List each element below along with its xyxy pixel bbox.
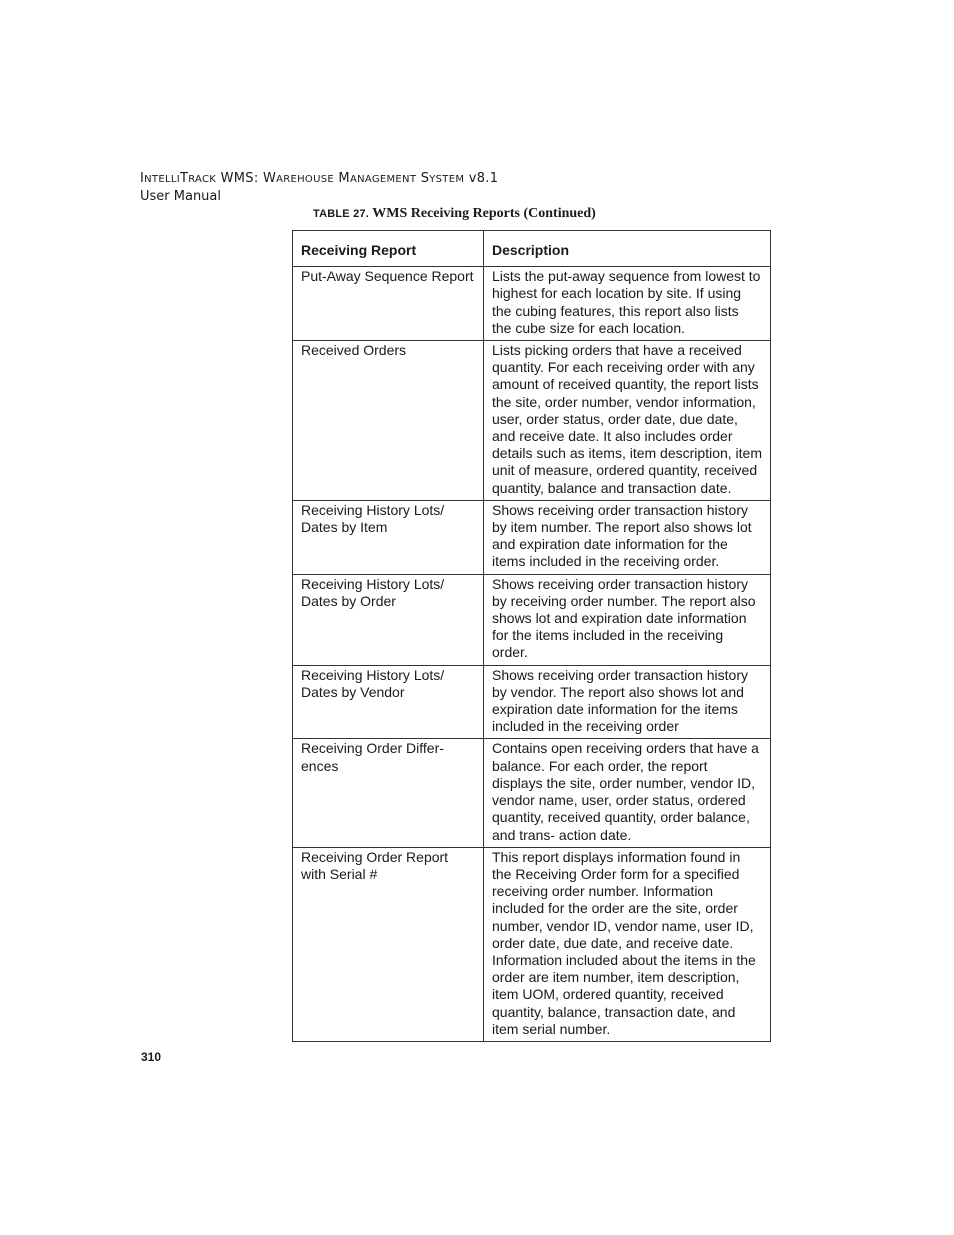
- brand-letter: I: [140, 171, 145, 186]
- running-header: [140, 170, 498, 205]
- column-header-report: Receiving Report: [293, 231, 484, 267]
- header-title: [140, 170, 498, 188]
- brand-smallcaps: NTELLI: [144, 174, 180, 185]
- report-name-cell: Receiving Order Report with Serial #: [293, 847, 484, 1041]
- table-row: [293, 665, 771, 739]
- description-cell: Lists the put-away sequence from lowest to highest for each location by site. If using the cubing features, this report also lists the cube size for each location.: [484, 267, 771, 341]
- brand-smallcaps: RACK: [188, 174, 217, 185]
- table-row: [293, 500, 771, 574]
- table-row: [293, 267, 771, 341]
- table-row: [293, 341, 771, 501]
- header-wms: WMS:: [220, 171, 259, 186]
- report-name-cell: Receiving History Lots/ Dates by Order: [293, 574, 484, 665]
- report-name-cell: Received Orders: [293, 341, 484, 501]
- table-row: [293, 847, 771, 1041]
- header-word-cap: S: [420, 171, 430, 186]
- report-name-cell: Receiving History Lots/ Dates by Vendor: [293, 665, 484, 739]
- brand-letter: T: [179, 171, 189, 186]
- table-header-row: [293, 231, 771, 267]
- description-cell: Contains open receiving orders that have a balance. For each order, the report displays the site, order number, vendor ID, vendor name, user, order status, ordered quantity, received quantity, order balance, and trans- action date.: [484, 739, 771, 847]
- description-cell: Shows receiving order transaction history by receiving order number. The report also shows lot and expiration date information for the items included in the receiving order.: [484, 574, 771, 665]
- receiving-reports-table: [292, 230, 771, 1042]
- description-cell: Shows receiving order transaction history by vendor. The report also shows lot and expiration date information for the items included in the receiving order: [484, 665, 771, 739]
- report-name-cell: Receiving Order Differ- ences: [293, 739, 484, 847]
- description-cell: Lists picking orders that have a received quantity. For each receiving order with any amount of received quantity, the report lists the site, order number, vendor information, user, order status, order date, due date, and receive date. It also includes order details such as items, item description, item unit of measure, ordered quantity, received quantity, balance and transaction date.: [484, 341, 771, 501]
- description-cell: This report displays information found in the Receiving Order form for a specified receiving order number. Information included for the order are the site, order number, vendor ID, vendor name, user ID, order date, due date, and receive date. Information included about the items in the order are item number, item description, item UOM, ordered quantity, received quantity, balance, transaction date, and item serial number.: [484, 847, 771, 1041]
- description-cell: Shows receiving order transaction history by item number. The report also shows lot and expiration date information for the items included in the receiving order.: [484, 500, 771, 574]
- table-caption-title: WMS Receiving Reports (Continued): [372, 206, 596, 221]
- header-word-rest: ANAGEMENT: [349, 174, 417, 185]
- report-name-cell: Put-Away Sequence Report: [293, 267, 484, 341]
- header-word-cap: W: [262, 171, 277, 186]
- table-caption: [313, 206, 596, 222]
- header-word-cap: M: [338, 171, 350, 186]
- header-word-rest: AREHOUSE: [276, 174, 334, 185]
- page-number: 310: [141, 1050, 162, 1064]
- column-header-description: Description: [484, 231, 771, 267]
- header-version: v8.1: [468, 171, 499, 186]
- report-name-cell: Receiving History Lots/ Dates by Item: [293, 500, 484, 574]
- header-subtitle: User Manual: [140, 189, 222, 204]
- table-row: [293, 739, 771, 847]
- header-word-rest: YSTEM: [429, 174, 465, 185]
- table-caption-label: TABLE 27.: [313, 208, 369, 220]
- table-row: [293, 574, 771, 665]
